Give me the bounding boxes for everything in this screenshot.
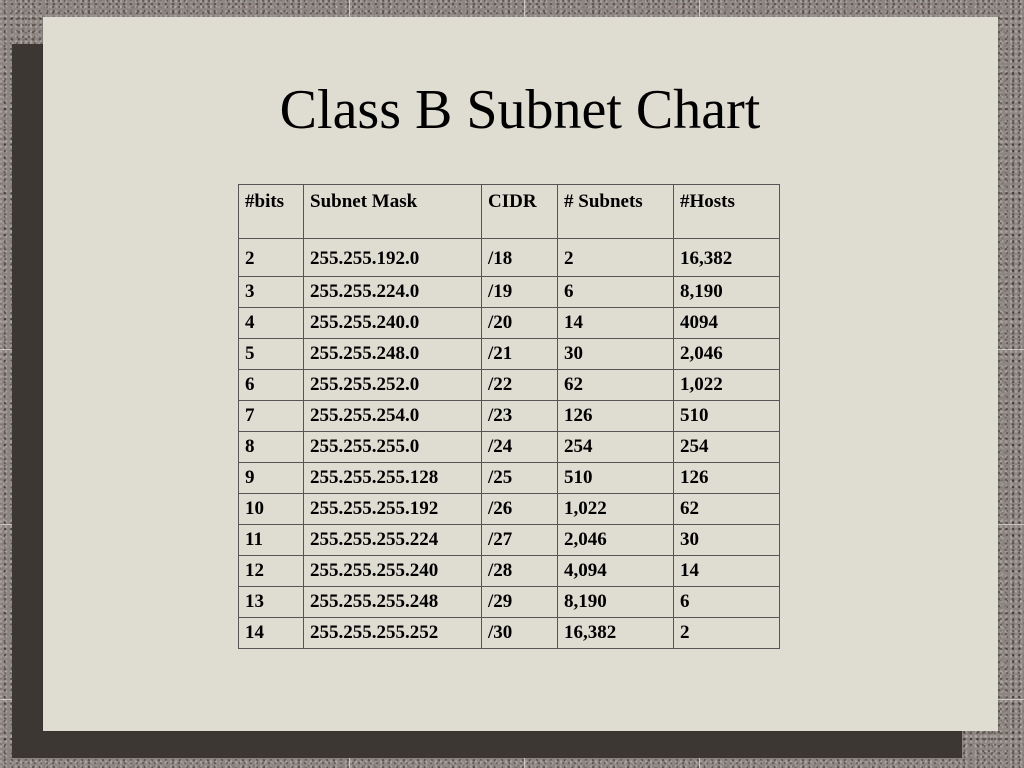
subnet-mask-cell: 255.255.252.0	[304, 370, 482, 401]
subnets-cell: 4,094	[558, 556, 674, 587]
cidr-cell: /20	[482, 308, 558, 339]
bits-cell: 6	[239, 370, 304, 401]
subnets-cell: 6	[558, 277, 674, 308]
subnets-cell: 2	[558, 239, 674, 277]
table-row	[239, 370, 780, 401]
bits-cell: 13	[239, 587, 304, 618]
table-row	[239, 432, 780, 463]
subnet-mask-cell: 255.255.248.0	[304, 339, 482, 370]
column-header-hosts: #Hosts	[674, 185, 780, 239]
subnet-mask-cell: 255.255.255.252	[304, 618, 482, 649]
cidr-cell: /27	[482, 525, 558, 556]
hosts-cell: 62	[674, 494, 780, 525]
cidr-cell: /30	[482, 618, 558, 649]
hosts-cell: 14	[674, 556, 780, 587]
subnets-cell: 16,382	[558, 618, 674, 649]
table-row	[239, 239, 780, 277]
table-header-row	[239, 185, 780, 239]
subnets-cell: 126	[558, 401, 674, 432]
subnet-mask-cell: 255.255.192.0	[304, 239, 482, 277]
subnet-chart-table	[238, 184, 780, 649]
subnet-mask-cell: 255.255.255.0	[304, 432, 482, 463]
hosts-cell: 8,190	[674, 277, 780, 308]
subnets-cell: 2,046	[558, 525, 674, 556]
hosts-cell: 510	[674, 401, 780, 432]
cidr-cell: /21	[482, 339, 558, 370]
subnet-mask-cell: 255.255.224.0	[304, 277, 482, 308]
subnets-cell: 1,022	[558, 494, 674, 525]
hosts-cell: 30	[674, 525, 780, 556]
subnet-mask-cell: 255.255.255.240	[304, 556, 482, 587]
bits-cell: 11	[239, 525, 304, 556]
slide-title: Class B Subnet Chart	[279, 79, 761, 141]
subnets-cell: 8,190	[558, 587, 674, 618]
bits-cell: 5	[239, 339, 304, 370]
subnets-cell: 14	[558, 308, 674, 339]
hosts-cell: 126	[674, 463, 780, 494]
subnet-mask-cell: 255.255.240.0	[304, 308, 482, 339]
bits-cell: 8	[239, 432, 304, 463]
subnet-mask-cell: 255.255.255.192	[304, 494, 482, 525]
hosts-cell: 254	[674, 432, 780, 463]
cidr-cell: /24	[482, 432, 558, 463]
cidr-cell: /26	[482, 494, 558, 525]
column-header-cidr: CIDR	[482, 185, 558, 239]
column-header-bits: #bits	[239, 185, 304, 239]
table-row	[239, 277, 780, 308]
bits-cell: 3	[239, 277, 304, 308]
table-row	[239, 401, 780, 432]
bits-cell: 9	[239, 463, 304, 494]
column-header-subnet-mask: Subnet Mask	[304, 185, 482, 239]
subnet-mask-cell: 255.255.255.224	[304, 525, 482, 556]
table-row	[239, 587, 780, 618]
subnets-cell: 510	[558, 463, 674, 494]
subnets-cell: 30	[558, 339, 674, 370]
column-header-subnets: # Subnets	[558, 185, 674, 239]
cidr-cell: /28	[482, 556, 558, 587]
hosts-cell: 4094	[674, 308, 780, 339]
table-row	[239, 494, 780, 525]
cidr-cell: /18	[482, 239, 558, 277]
hosts-cell: 6	[674, 587, 780, 618]
cidr-cell: /23	[482, 401, 558, 432]
table-row	[239, 556, 780, 587]
subnet-mask-cell: 255.255.255.128	[304, 463, 482, 494]
table-row	[239, 618, 780, 649]
bits-cell: 7	[239, 401, 304, 432]
table-row	[239, 525, 780, 556]
subnets-cell: 254	[558, 432, 674, 463]
subnet-mask-cell: 255.255.254.0	[304, 401, 482, 432]
cidr-cell: /29	[482, 587, 558, 618]
cidr-cell: /22	[482, 370, 558, 401]
cidr-cell: /19	[482, 277, 558, 308]
bits-cell: 4	[239, 308, 304, 339]
table-row	[239, 463, 780, 494]
bits-cell: 2	[239, 239, 304, 277]
subnet-mask-cell: 255.255.255.248	[304, 587, 482, 618]
hosts-cell: 2	[674, 618, 780, 649]
cidr-cell: /25	[482, 463, 558, 494]
subnets-cell: 62	[558, 370, 674, 401]
bits-cell: 12	[239, 556, 304, 587]
bits-cell: 10	[239, 494, 304, 525]
hosts-cell: 16,382	[674, 239, 780, 277]
hosts-cell: 1,022	[674, 370, 780, 401]
hosts-cell: 2,046	[674, 339, 780, 370]
table-row	[239, 339, 780, 370]
bits-cell: 14	[239, 618, 304, 649]
table-row	[239, 308, 780, 339]
